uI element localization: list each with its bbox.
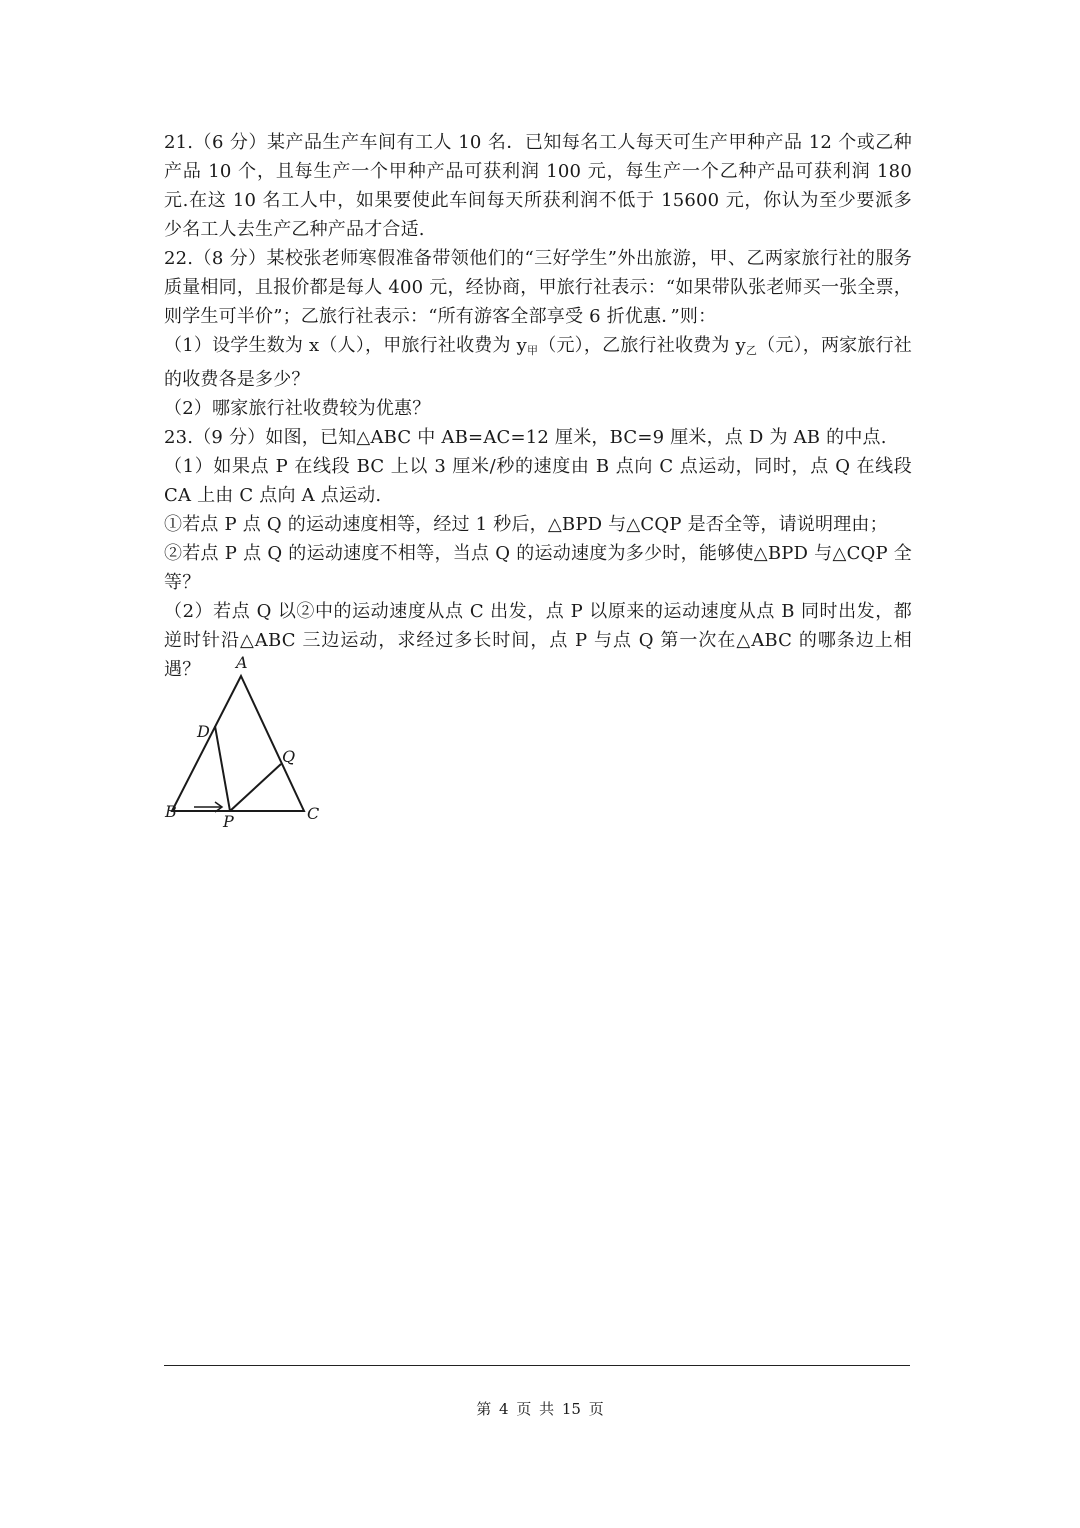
question-22-part-1: （1）设学生数为 x（人），甲旅行社收费为 $y_甲$（元），乙旅行社收费为 $y_乙$（元），两家旅行社的收费各是多少？ xyxy=(164,335,912,390)
question-23-part-1: （1）如果点 P 在线段 BC 上以 3 厘米/秒的速度由 B 点向 C 点运动，同时，点 Q 在线段 CA 上由 C 点向 A 点运动. xyxy=(164,456,912,506)
question-23: 23.（9 分）如图，已知△ABC 中 AB=AC=12 厘米，BC=9 厘米，点 D 为 AB 的中点. xyxy=(164,427,887,448)
question-22: 22.（8 分）某校张老师寒假准备带领他们的“三好学生”外出旅游，甲、乙两家旅行社的服务质量相同，且报价都是每人 400 元，经协商，甲旅行社表示：“如果带队张老师买一张全票，则学生可半价”；乙旅行社表示：“所有游客全部享受 6 折优惠．”则： xyxy=(164,248,912,327)
page-number: 第 4 页 共 15 页 xyxy=(476,1400,604,1418)
triangle-abc xyxy=(172,676,304,811)
label-c: C xyxy=(307,804,320,823)
question-23-item-2: ②若点 P 点 Q 的运动速度不相等，当点 Q 的运动速度为多少时，能够使△BPD 与△CQP 全等？ xyxy=(164,543,912,593)
label-q: Q xyxy=(282,747,296,766)
question-content xyxy=(164,128,912,684)
footer-rule xyxy=(164,1365,910,1366)
segment-pq xyxy=(230,764,281,811)
triangle-diagram xyxy=(160,650,330,830)
label-d: D xyxy=(197,722,210,741)
label-b: B xyxy=(165,802,177,821)
label-p: P xyxy=(223,812,234,830)
label-a: A xyxy=(236,653,248,672)
question-21: 21.（6 分）某产品生产车间有工人 10 名．已知每名工人每天可生产甲种产品 12 个或乙种产品 10 个，且每生产一个甲种产品可获利润 100 元，每生产一个乙种产品可获利润 180 元.在这 10 名工人中，如果要使此车间每天所获利润不低于 15600 元，你认为至少要派多少名工人去生产乙种产品才合适. xyxy=(164,132,912,240)
question-22-part-2: （2）哪家旅行社收费较为优惠？ xyxy=(164,398,431,419)
question-23-item-1: ①若点 P 点 Q 的运动速度相等，经过 1 秒后，△BPD 与△CQP 是否全等，请说明理由； xyxy=(164,514,888,535)
triangle-figure xyxy=(160,650,330,830)
question-23-part-2: （2）若点 Q 以②中的运动速度从点 C 出发，点 P 以原来的运动速度从点 B 同时出发，都逆时针沿△ABC 三边运动，求经过多长时间，点 P 与点 Q 第一次在△ABC 的哪条边上相遇？ xyxy=(164,601,912,680)
segment-dp xyxy=(215,726,230,811)
